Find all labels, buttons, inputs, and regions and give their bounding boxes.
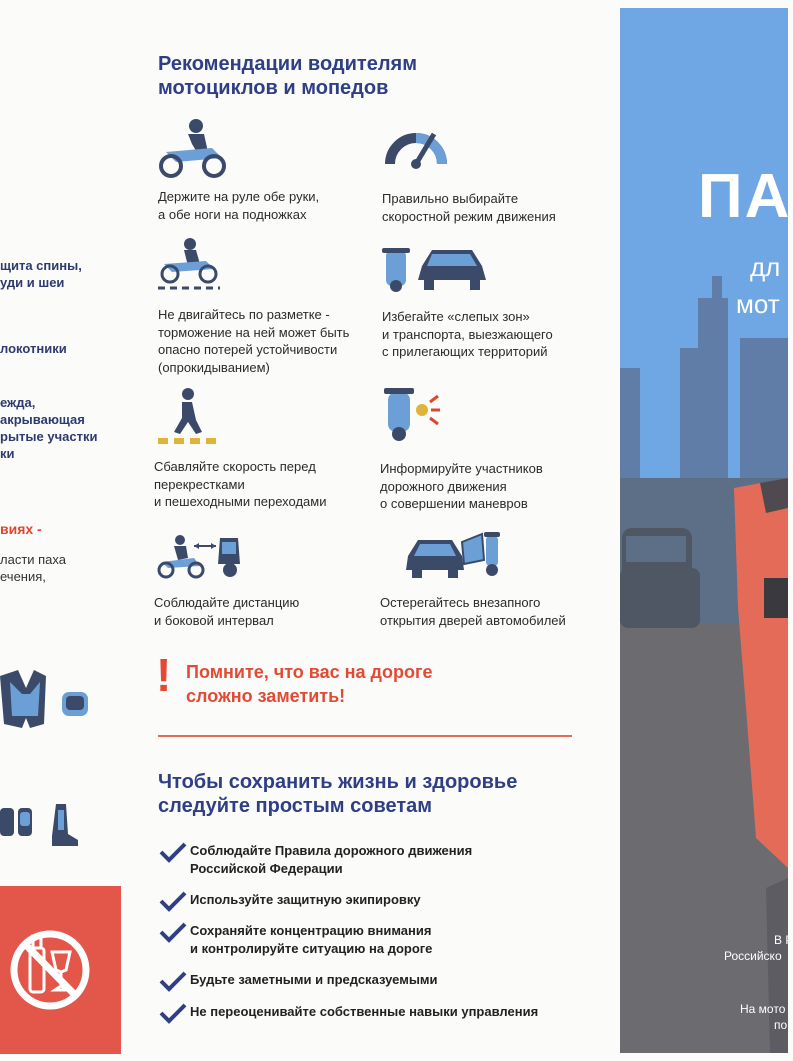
no-alcohol-icon [0,886,121,1054]
no-alcohol-panel [0,886,121,1054]
recommendation-caption-3: Не двигайтесь по разметке - торможение на ней может быть опасно потерей устойчивости (опрокидыванием) [158,307,350,375]
checkmark-icon [158,891,190,913]
knee-pads-boot-icon [0,800,90,850]
cover-footer-1: В Р [774,933,793,947]
left-text-9: ечения, [0,569,46,584]
cover-subtitle-1: дл [750,252,781,282]
left-text-2: уди и шеи [0,275,65,290]
recommendation-caption-8: Остерегайтесь внезапного открытия дверей автомобилей [380,595,566,628]
motorcycle-road-marking-icon [158,236,220,290]
recommendation-caption-6: Информируйте участников дорожного движения о совершении маневров [380,461,543,511]
cover-title: ПА [698,162,792,231]
left-text-1: щита спины, [0,258,82,273]
left-text-8: ласти паха [0,552,66,567]
cover-subtitle-2: мот [736,289,780,319]
protective-vest-icon [0,668,100,738]
tip-item-2: Используйте защитную экипировку [158,891,421,913]
cover-footer-4: по [774,1018,788,1032]
section-divider [158,735,572,737]
cover-footer-2: Российско [724,949,782,963]
recommendation-caption-1: Держите на руле обе руки, а обе ноги на подножках [158,189,320,222]
tip-item-1: Соблюдайте Правила дорожного движения Российской Федерации [158,842,472,878]
checkmark-icon [158,971,190,993]
left-text-6: рытые участки [0,429,98,444]
tip-item-4: Будьте заметными и предсказуемыми [158,971,438,993]
tip-item-5: Не переоценивайте собственные навыки управления [158,1003,538,1025]
checkmark-icon [158,922,190,944]
left-text-7: ки [0,446,15,461]
tips-title: Чтобы сохранить жизнь и здоровье следуйте простым советам [158,771,518,817]
tip-item-3: Сохраняйте концентрацию внимания и контролируйте ситуацию на дороге [158,922,432,958]
speedometer-icon [384,120,448,176]
recommendation-caption-4: Избегайте «слепых зон» и транспорта, выезжающего с прилегающих территорий [382,309,553,359]
warning-text: Помните, что вас на дороге сложно заметить! [186,662,433,706]
motorcycle-distance-icon [158,534,242,580]
pedestrian-crossing-icon [158,388,216,444]
checkmark-icon [158,842,190,864]
scooter-car-icon [382,244,490,294]
left-text-4: ежда, [0,395,36,410]
recommendations-title: Рекомендации водителям мотоциклов и мопедов [158,53,417,99]
car-door-icon [404,526,504,582]
exclamation-icon: ! [156,649,172,701]
left-text-5: акрывающая [0,412,85,427]
recommendation-caption-2: Правильно выбирайте скоростной режим движения [382,191,556,224]
recommendation-caption-7: Соблюдайте дистанцию и боковой интервал [154,595,300,628]
recommendation-caption-5: Сбавляйте скорость перед перекрестками и пешеходными переходами [154,459,327,509]
motorcyclist-icon [158,118,228,180]
checkmark-icon [158,1003,190,1025]
left-red-text: виях - [0,521,42,537]
left-text-3: локотники [0,341,67,356]
scooter-signal-icon [382,384,442,442]
cover-panel [620,8,793,1053]
cover-footer-3: На мото [740,1002,786,1016]
